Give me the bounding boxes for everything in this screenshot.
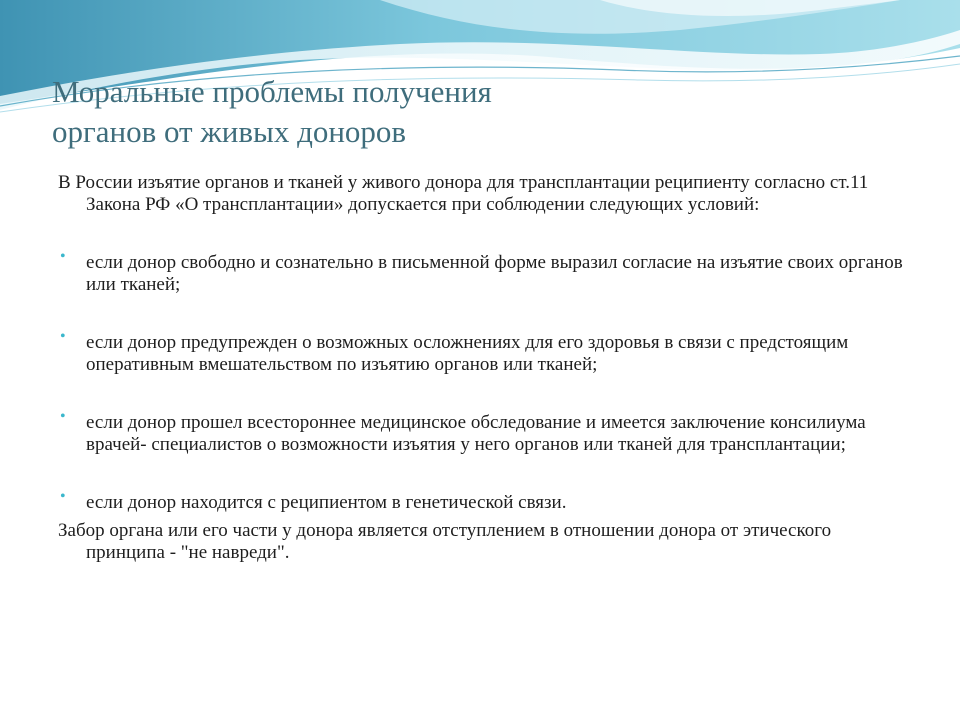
bullet-item [58,408,908,456]
bullet-icon: • [60,408,66,425]
bullet-icon: • [60,328,66,345]
bullet-item [58,488,908,514]
bullet-icon: • [60,248,66,265]
slide-title [52,72,772,152]
bullet-text: если донор предупрежден о возможных осложнениях для его здоровья в связи с предстоящим оперативным вмешательством по изъятию органов или тканей; [86,332,849,375]
bullet-item [58,328,908,376]
bullet-item [58,248,908,296]
bullet-text: если донор свободно и сознательно в письменной форме выразил согласие на изъятие своих органов или тканей; [86,252,903,295]
body-text [58,172,908,564]
bullet-text: если донор прошел всестороннее медицинское обследование и имеется заключение консилиума врачей- специалистов о возможности изъятия у него органов или тканей для трансплантации; [86,412,866,455]
bullet-icon: • [60,488,66,505]
conclusion-paragraph: Забор органа или его части у донора является отступлением в отношении донора от этического принципа - "не навреди". [58,520,832,563]
bullet-text: если донор находится с реципиентом в генетической связи. [86,492,567,513]
title-line-2: органов от живых доноров [52,114,407,149]
intro-paragraph: В России изъятие органов и тканей у живого донора для трансплантации реципиенту согласно ст.11 Закона РФ «О трансплантации» допускается при соблюдении следующих условий: [58,172,869,215]
title-line-1: Моральные проблемы получения [52,74,492,109]
